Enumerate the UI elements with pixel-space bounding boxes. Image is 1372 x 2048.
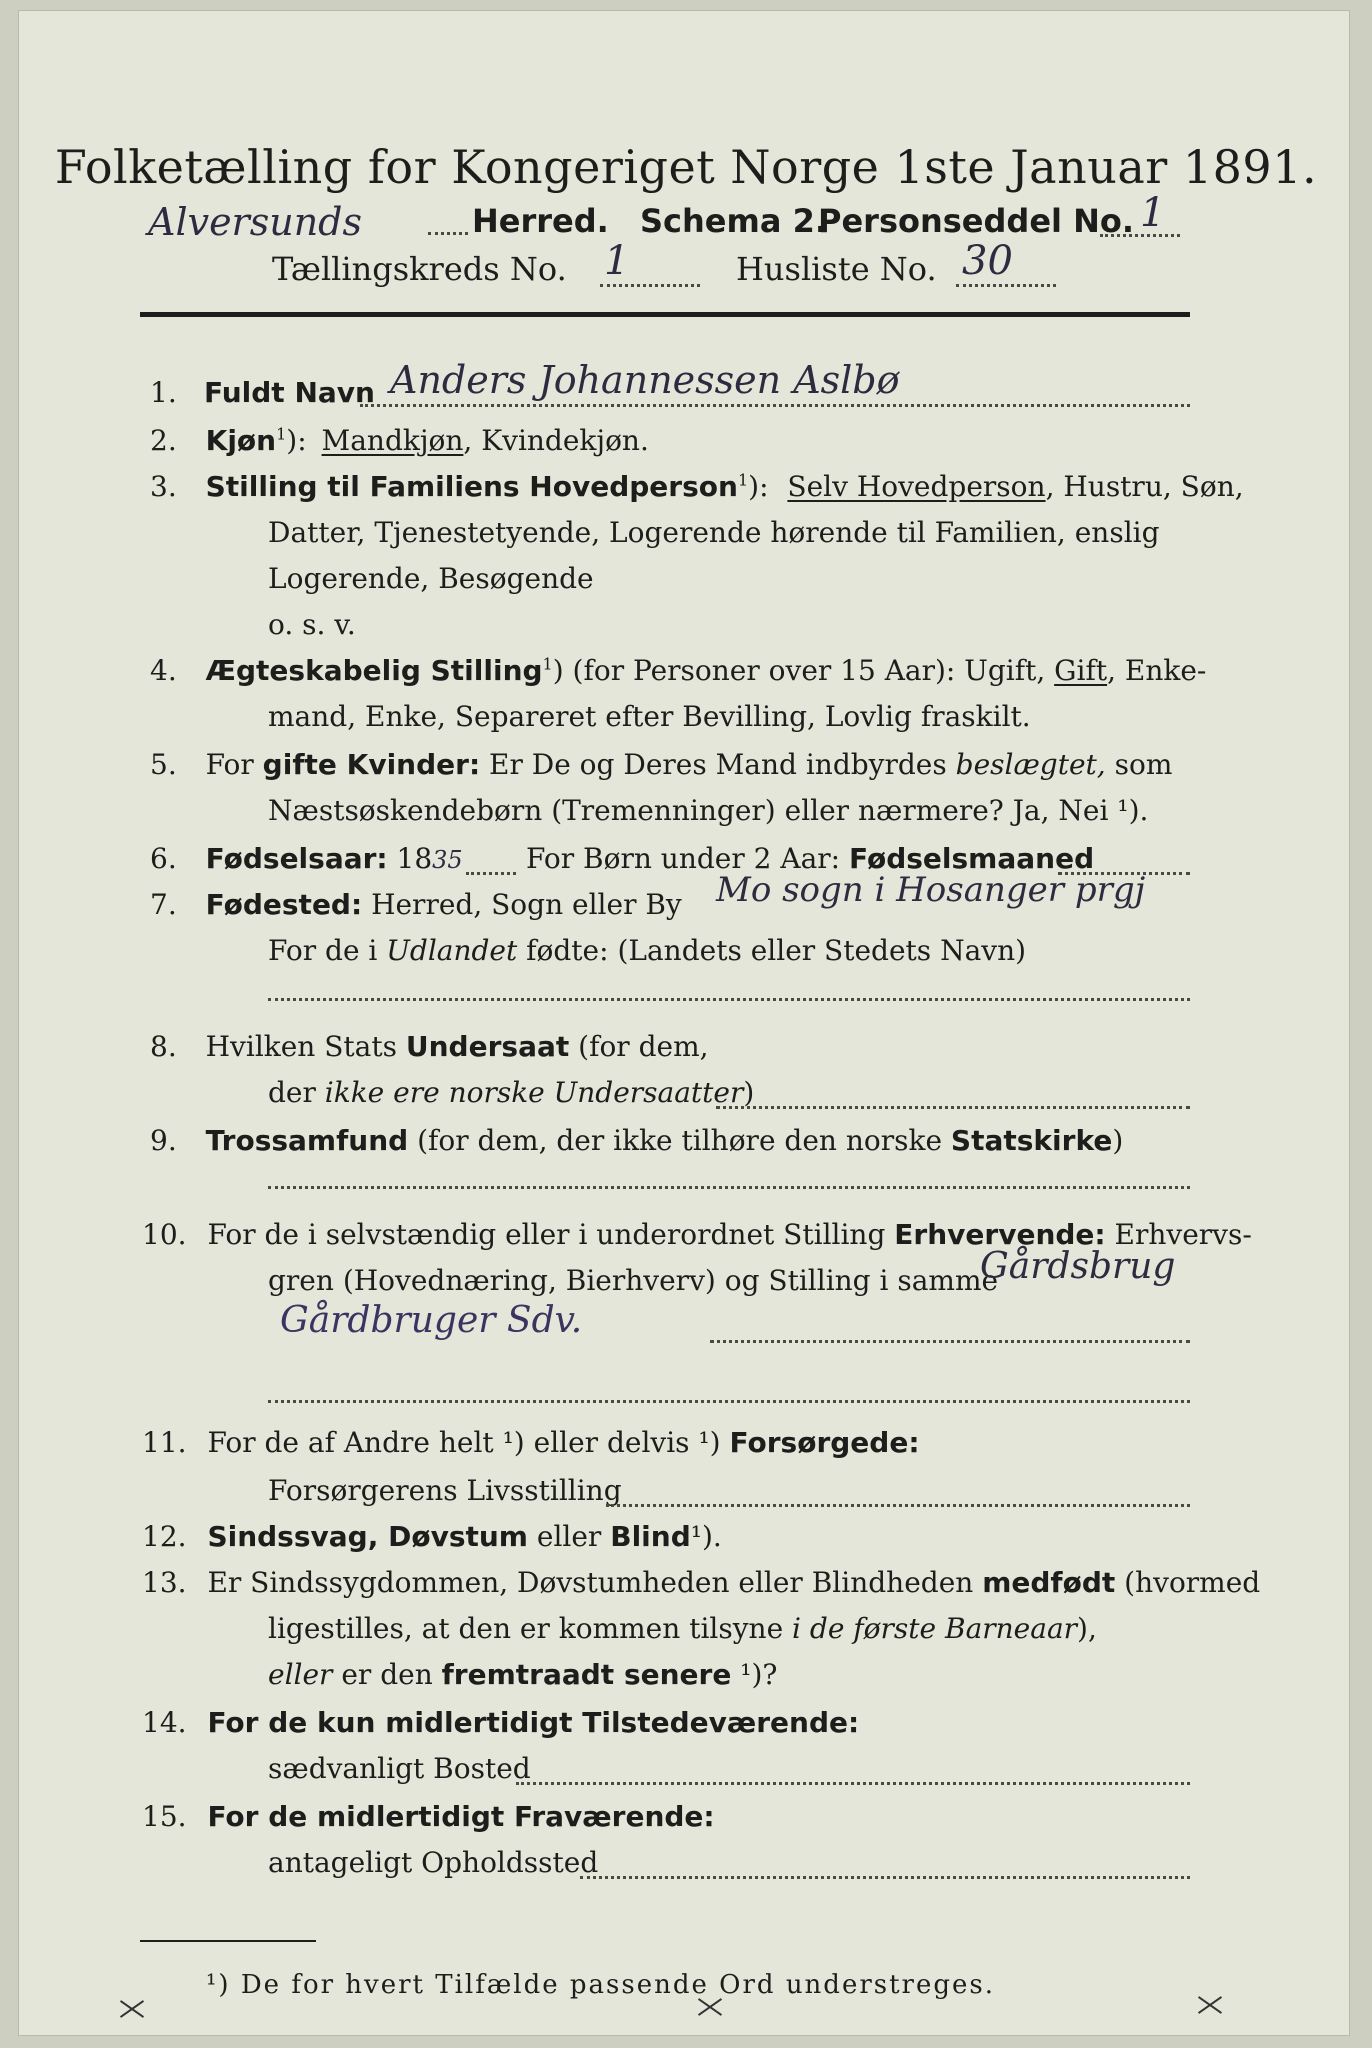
dotted-line — [956, 284, 1056, 287]
q10-value-1: Gårdsbrug — [980, 1246, 1176, 1287]
q10-line2: gren (Hovednæring, Bierhverv) og Stilling i samme — [268, 1264, 999, 1297]
q6-row-right: For Børn under 2 Aar: Fødselsmaaned — [526, 842, 1095, 875]
page-title: Folketælling for Kongeriget Norge 1ste Januar 1891. — [54, 140, 1318, 194]
q14-line2: sædvanligt Bosted — [268, 1752, 531, 1785]
dotted-line — [600, 284, 700, 287]
dotted-line — [716, 1106, 1190, 1109]
personseddel-label: Personseddel No. — [818, 202, 1135, 240]
q7-row: 7. Fødested: Herred, Sogn eller By — [150, 888, 682, 921]
q8-line2: der ikke ere norske Undersaatter) — [268, 1076, 755, 1109]
herred-label: Herred. — [472, 202, 609, 240]
dotted-line — [428, 232, 468, 235]
dotted-line — [516, 1782, 1190, 1785]
q7-line2: For de i Udlandet fødte: (Landets eller Stedets Navn) — [268, 934, 1027, 967]
q10-row: 10. For de i selvstændig eller i underordnet Stilling Erhvervende: Erhvervs- — [142, 1218, 1252, 1251]
dotted-line — [580, 1876, 1190, 1879]
q11-line2: Forsørgerens Livsstilling — [268, 1474, 622, 1507]
tellingskreds-label: Tællingskreds No. — [272, 250, 567, 288]
dotted-line — [268, 1400, 1190, 1403]
dotted-line — [268, 998, 1190, 1001]
q3-row: 3. Stilling til Familiens Hovedperson$^1$): Selv Hovedperson, Hustru, Søn, — [150, 470, 1244, 503]
tellingskreds-value: 1 — [604, 238, 630, 284]
q4-row: 4. Ægteskabelig Stilling$^1$) (for Personer over 15 Aar): Ugift, Gift, Enke- — [150, 654, 1207, 687]
q1-value: Anders Johannessen Aslbø — [390, 358, 900, 402]
corner-mark-icon — [118, 1998, 148, 2018]
q8-row: 8. Hvilken Stats Undersaat (for dem, — [150, 1030, 709, 1063]
q9-row: 9. Trossamfund (for dem, der ikke tilhøre den norske Statskirke) — [150, 1124, 1124, 1157]
q7-value: Mo sogn i Hosanger prgj — [716, 870, 1146, 910]
q15-line2: antageligt Opholdssted — [268, 1846, 599, 1879]
q12-row: 12. Sindssvag, Døvstum eller Blind¹). — [142, 1520, 722, 1553]
dotted-line — [1100, 234, 1180, 237]
personseddel-value: 1 — [1140, 190, 1166, 236]
q3-line4: o. s. v. — [268, 608, 356, 641]
q15-row: 15. For de midlertidigt Fraværende: — [142, 1800, 715, 1833]
q5-row: 5. For gifte Kvinder: Er De og Deres Mand indbyrdes beslægtet, som — [150, 748, 1173, 781]
q1-label: Fuldt Navn — [204, 376, 375, 409]
q13-row: 13. Er Sindssygdommen, Døvstumheden eller Blindheden medfødt (hvormed — [142, 1566, 1261, 1599]
dotted-line — [360, 404, 1190, 407]
q6-row: 6. Fødselsaar: 1835 — [150, 842, 463, 875]
q11-row: 11. For de af Andre helt ¹) eller delvis ¹) Forsørgede: — [142, 1426, 920, 1459]
dotted-line — [606, 1504, 1190, 1507]
corner-mark-icon — [1196, 1994, 1226, 2014]
q13-line2: ligestilles, at den er kommen tilsyne i de første Barneaar), — [268, 1612, 1097, 1645]
q2-row: 2. Kjøn$^1$): Mandkjøn, Kvindekjøn. — [150, 424, 649, 457]
footnote: ¹) De for hvert Tilfælde passende Ord understreges. — [206, 1970, 996, 2000]
dotted-line — [710, 1340, 1190, 1343]
q10-value-2: Gårdbruger Sdv. — [280, 1300, 583, 1341]
husliste-label: Husliste No. — [736, 250, 937, 288]
header-rule — [140, 312, 1190, 317]
herred-value: Alversunds — [148, 200, 362, 244]
q14-row: 14. For de kun midlertidigt Tilstedeværende: — [142, 1706, 860, 1739]
dotted-line — [268, 1186, 1190, 1189]
q4-line2: mand, Enke, Separeret efter Bevilling, Lovlig fraskilt. — [268, 700, 1031, 733]
dotted-line — [466, 872, 516, 875]
q3-line3: Logerende, Besøgende — [268, 562, 594, 595]
q5-line2: Næstsøskendebørn (Tremenninger) eller nærmere? Ja, Nei ¹). — [268, 794, 1149, 827]
q1-number: 1. — [150, 376, 177, 409]
corner-mark-icon — [696, 1996, 726, 2016]
q3-line2: Datter, Tjenestetyende, Logerende hørende til Familien, enslig — [268, 516, 1160, 549]
schema-label: Schema 2. — [640, 202, 827, 240]
husliste-value: 30 — [962, 238, 1013, 284]
q13-line3: eller er den fremtraadt senere ¹)? — [268, 1658, 778, 1691]
footnote-rule — [140, 1940, 316, 1942]
